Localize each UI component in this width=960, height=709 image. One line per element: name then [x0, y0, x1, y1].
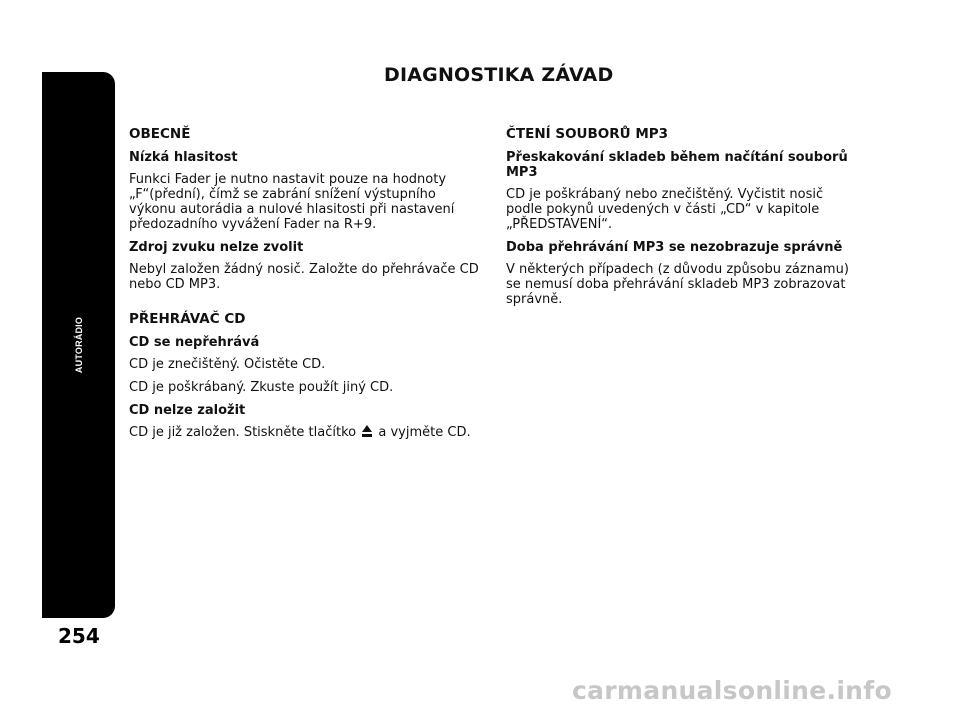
item-text-cd-insert-after: a vyjměte CD.: [378, 425, 471, 440]
item-text-source-select: Nebyl založen žádný nosič. Založte do přehrávače CD nebo CD MP3.: [129, 262, 479, 292]
item-title-low-volume: Nízká hlasitost: [129, 150, 238, 165]
item-text-cd-scratched: CD je poškrábaný. Zkuste použít jiný CD.: [129, 380, 394, 395]
item-text-cd-insert: [129, 425, 479, 440]
item-title-playtime: Doba přehrávání MP3 se nezobrazuje správně: [506, 240, 843, 255]
left-column: [129, 127, 479, 448]
right-column: [506, 127, 856, 315]
item-title-source-select: Zdroj zvuku nelze zvolit: [129, 240, 304, 255]
eject-icon: [362, 425, 372, 437]
item-text-playtime: V některých případech (z důvodu způsobu záznamu) se nemusí doba přehrávání skladeb MP3 zobrazovat správně.: [506, 262, 849, 307]
item-title-cd-insert: CD nelze založit: [129, 403, 246, 418]
item-title-cd-not-playing: CD se nepřehrává: [129, 335, 260, 350]
item-text-cd-dirty: CD je znečištěný. Očistěte CD.: [129, 357, 326, 372]
section-heading-cd-player: PŘEHRÁVAČ CD: [129, 311, 246, 327]
watermark: carmanualsonline.info: [572, 676, 892, 705]
section-heading-mp3: ČTENÍ SOUBORŮ MP3: [506, 126, 669, 142]
page-title: DIAGNOSTIKA ZÁVAD: [384, 64, 614, 86]
chapter-label: AUTORÁDIO: [74, 316, 84, 374]
section-heading-general: OBECNĚ: [129, 126, 191, 142]
item-text-track-skipping: CD je poškrábaný nebo znečištěný. Vyčistit nosič podle pokynů uvedených v části „CD“ v kapitole „PŘEDSTAVENÍ“.: [506, 187, 824, 232]
item-text-low-volume: Funkci Fader je nutno nastavit pouze na hodnoty „F“(přední), čímž se zabrání snížení výstupního výkonu autorádia a nulové hlasitosti při nastavení předozadního vyvážení Fader na R+9.: [129, 172, 455, 232]
page-number: 254: [58, 624, 100, 648]
item-text-cd-insert-before: CD je již založen. Stiskněte tlačítko: [129, 425, 357, 440]
item-title-track-skipping: Přeskakování skladeb během načítání souborů MP3: [506, 150, 848, 180]
